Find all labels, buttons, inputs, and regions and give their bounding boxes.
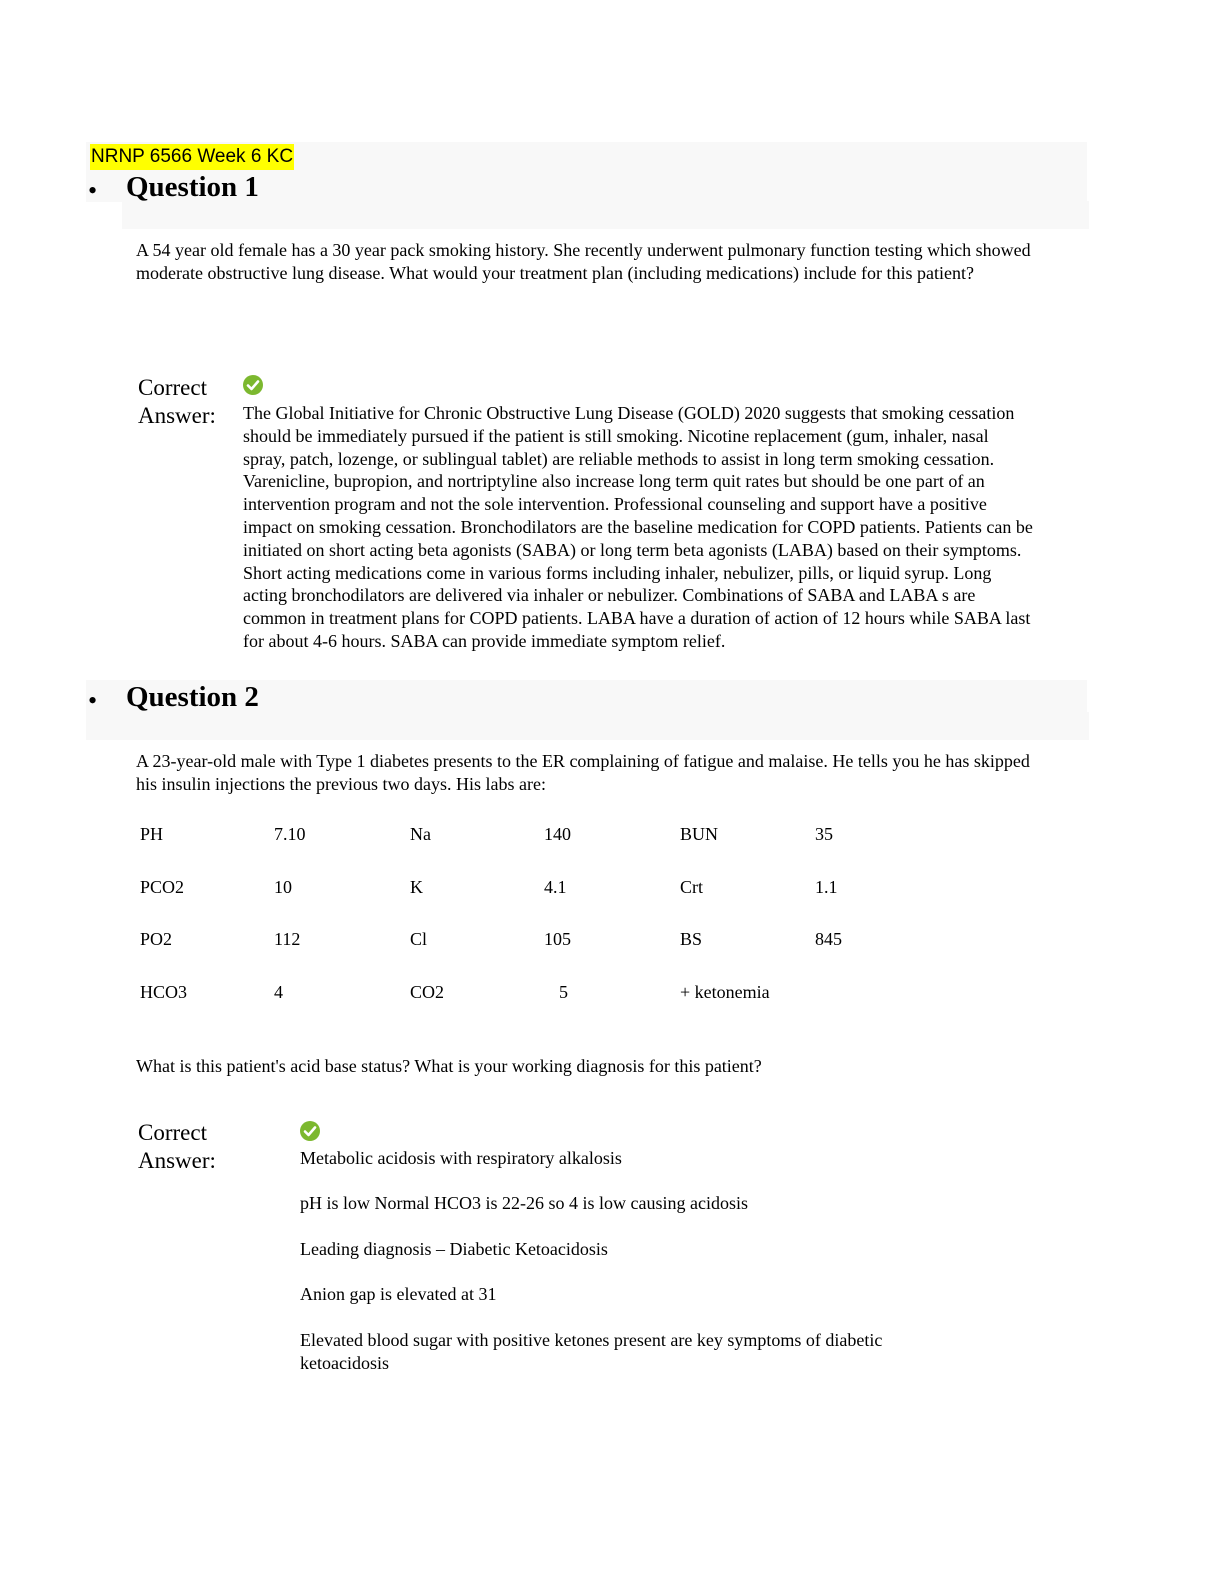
- question-1-header-band-tail: [122, 201, 1089, 229]
- question-2-answer-label: Answer:: [138, 1148, 216, 1173]
- question-1-heading: Question 1: [126, 171, 259, 203]
- question-2-answer-line: Elevated blood sugar with positive ketones present are key symptoms of diabetic ketoacidosis: [300, 1330, 883, 1373]
- question-1-prompt: A 54 year old female has a 30 year pack smoking history. She recently underwent pulmonary function testing which showed moderate obstructive lung disease. What would your treatment plan (including medications) include for this patient?: [136, 240, 1031, 283]
- question-2-prompt: A 23-year-old male with Type 1 diabetes presents to the ER complaining of fatigue and malaise. He tells you he has skipped his insulin injections the previous two days. His labs are:: [136, 751, 1030, 794]
- lab-value: 35: [815, 824, 833, 844]
- question-2-answer-line: Metabolic acidosis with respiratory alkalosis: [300, 1148, 622, 1168]
- lab-value: 5: [559, 982, 568, 1002]
- question-2-answer-line: Anion gap is elevated at 31: [300, 1284, 497, 1304]
- lab-name: BS: [680, 929, 703, 949]
- lab-name: Cl: [410, 929, 428, 949]
- lab-value: 112: [274, 929, 301, 949]
- lab-name: BUN: [680, 824, 719, 844]
- lab-name: K: [410, 877, 423, 897]
- lab-value: 4: [274, 982, 283, 1002]
- lab-name: + ketonemia: [680, 982, 770, 1002]
- lab-value: 4.1: [544, 877, 567, 897]
- lab-name: Na: [410, 824, 431, 844]
- question-1-answer-label: Answer:: [138, 403, 216, 428]
- question-1-answer-text: The Global Initiative for Chronic Obstructive Lung Disease (GOLD) 2020 suggests that smoking cessation should be immediately pursued if the patient is still smoking. Nicotine replacement (gum, inhaler, nasal spray, patch, lozenge, or sublingual tablet) are reliable methods to assist in long term smoking cessation. Varenicline, bupropion, and nortriptyline also increase long term quit rates but should be one part of an intervention program and not the sole intervention. Professional counseling and support have a positive impact on smoking cessation. Bronchodilators are the baseline medication for COPD patients. Patients can be initiated on short acting beta agonists (SABA) or long term beta agonists (LABA) based on their symptoms. Short acting medications come in various forms including inhaler, nebulizer, pills, or liquid syrup. Long acting bronchodilators are delivered via inhaler or nebulizer. Combinations of SABA and LABA s are common in treatment plans for COPD patients. LABA have a duration of action of 12 hours while SABA last for about 4-6 hours. SABA can provide immediate symptom relief.: [243, 403, 1033, 651]
- lab-name: PH: [140, 824, 164, 844]
- question-2-correct-label: Correct: [138, 1120, 207, 1145]
- document-title: NRNP 6566 Week 6 KC: [90, 144, 294, 170]
- lab-value: 10: [274, 877, 292, 897]
- question-2-answer-line: Leading diagnosis – Diabetic Ketoacidosis: [300, 1239, 608, 1259]
- lab-value: 7.10: [274, 824, 306, 844]
- question-2-heading: Question 2: [126, 681, 259, 713]
- question-2-bullet: •: [88, 686, 98, 715]
- lab-name: CO2: [410, 982, 445, 1002]
- lab-name: PO2: [140, 929, 173, 949]
- question-2-followup: What is this patient's acid base status? What is your working diagnosis for this patient?: [136, 1056, 762, 1076]
- lab-name: PCO2: [140, 877, 185, 897]
- question-1-bullet: •: [88, 176, 98, 205]
- lab-name: Crt: [680, 877, 704, 897]
- correct-check-icon: [299, 1120, 321, 1142]
- lab-value: 105: [544, 929, 571, 949]
- lab-value: 140: [544, 824, 571, 844]
- question-2-header-band-tail: [122, 712, 1089, 740]
- lab-name: HCO3: [140, 982, 188, 1002]
- lab-value: 845: [815, 929, 842, 949]
- lab-value: 1.1: [815, 877, 838, 897]
- correct-check-icon: [242, 374, 264, 396]
- question-1-correct-label: Correct: [138, 375, 207, 400]
- question-2-answer-line: pH is low Normal HCO3 is 22-26 so 4 is low causing acidosis: [300, 1193, 748, 1213]
